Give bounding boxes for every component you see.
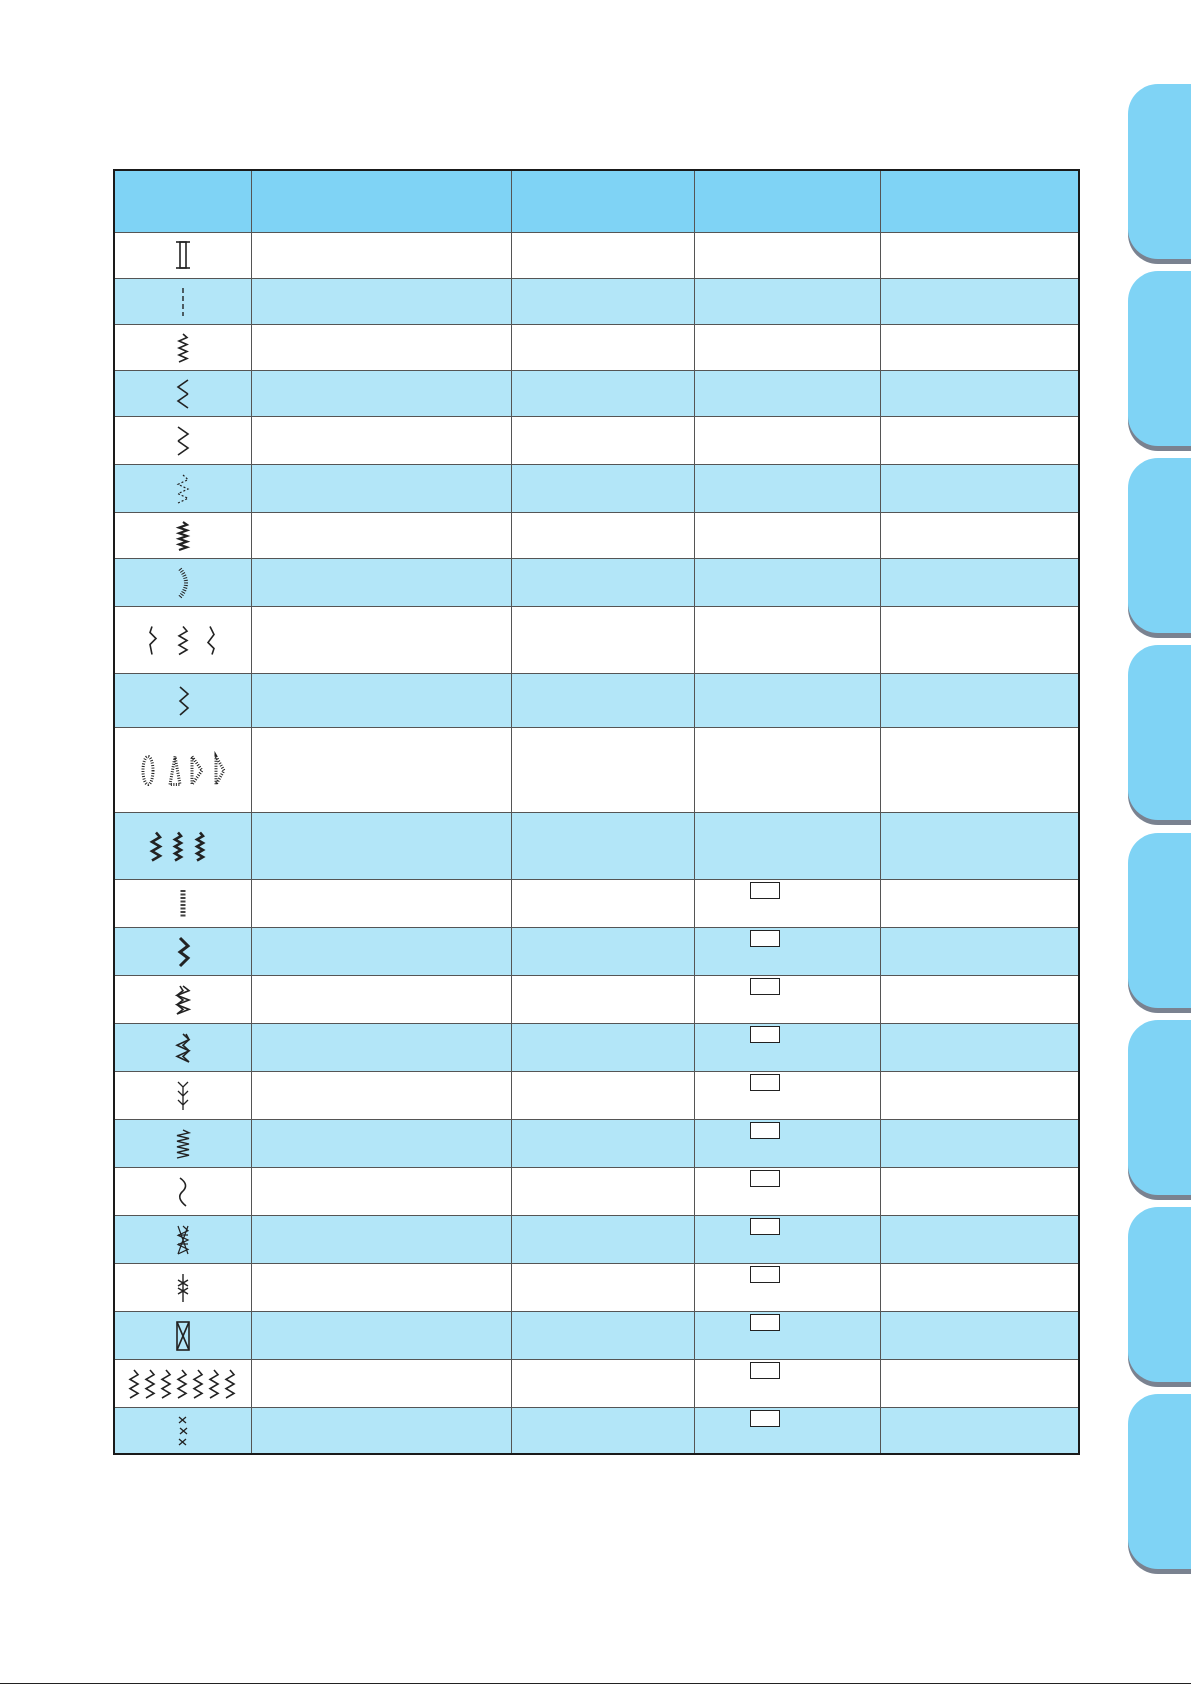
table-cell bbox=[511, 1024, 694, 1071]
empty-box bbox=[750, 1170, 780, 1187]
table-row bbox=[115, 1119, 1078, 1167]
table-cell bbox=[251, 1408, 511, 1453]
table-cell bbox=[511, 1168, 694, 1215]
table-cell bbox=[880, 880, 1078, 927]
table-cell bbox=[251, 607, 511, 673]
table-cell bbox=[251, 279, 511, 324]
chapter-tab-4[interactable] bbox=[1128, 645, 1191, 820]
ladder-stitch-icon bbox=[120, 881, 246, 927]
empty-box bbox=[750, 1410, 780, 1427]
table-cell bbox=[694, 1072, 880, 1119]
table-row bbox=[115, 232, 1078, 278]
empty-box bbox=[750, 1218, 780, 1235]
stitch-cell bbox=[115, 233, 251, 278]
table-cell bbox=[694, 1408, 880, 1453]
empty-box bbox=[750, 1314, 780, 1331]
table-cell bbox=[511, 1216, 694, 1263]
three-step-zigzag-stitch-icon bbox=[120, 466, 246, 512]
basting-stitch-icon bbox=[120, 280, 246, 324]
table-row bbox=[115, 370, 1078, 416]
table-row bbox=[115, 1359, 1078, 1407]
table-cell bbox=[880, 371, 1078, 416]
table-cell bbox=[694, 813, 880, 879]
stitch-cell bbox=[115, 559, 251, 606]
footer-rule bbox=[0, 1683, 1191, 1684]
table-cell bbox=[694, 1264, 880, 1311]
stitch-cell bbox=[115, 674, 251, 727]
stitch-cell bbox=[115, 1408, 251, 1453]
table-cell bbox=[880, 279, 1078, 324]
table-cell bbox=[511, 607, 694, 673]
stitch-cell bbox=[115, 880, 251, 927]
chapter-tab-1[interactable] bbox=[1128, 84, 1191, 259]
stitch-cell bbox=[115, 976, 251, 1023]
table-cell bbox=[251, 1168, 511, 1215]
chapter-tab-6[interactable] bbox=[1128, 1020, 1191, 1195]
table-cell bbox=[511, 1264, 694, 1311]
table-row bbox=[115, 1215, 1078, 1263]
tape-attaching-stitch-icon bbox=[120, 514, 246, 558]
triple-zigzag-stitch-icon bbox=[120, 977, 246, 1023]
table-cell bbox=[511, 465, 694, 512]
empty-box bbox=[750, 882, 780, 899]
stitch-cell bbox=[115, 1360, 251, 1407]
table-cell bbox=[694, 1120, 880, 1167]
bar-tack-stitch-icon bbox=[120, 234, 246, 278]
table-cell bbox=[880, 1120, 1078, 1167]
table-cell bbox=[880, 325, 1078, 370]
header-cell-5 bbox=[880, 171, 1078, 232]
feather-stitch-icon bbox=[120, 1073, 246, 1119]
table-row bbox=[115, 1071, 1078, 1119]
elastic-blind-hem-stitch-icon bbox=[120, 675, 246, 727]
table-cell bbox=[511, 674, 694, 727]
cross-stitch-icon bbox=[120, 1217, 246, 1263]
table-cell bbox=[694, 607, 880, 673]
table-row bbox=[115, 812, 1078, 879]
stitch-cell bbox=[115, 813, 251, 879]
table-cell bbox=[694, 880, 880, 927]
table-cell bbox=[251, 465, 511, 512]
empty-box bbox=[750, 1026, 780, 1043]
table-cell bbox=[880, 233, 1078, 278]
empty-box bbox=[750, 1362, 780, 1379]
table-cell bbox=[511, 559, 694, 606]
table-cell bbox=[880, 976, 1078, 1023]
honeycomb-stitch-icon bbox=[120, 1265, 246, 1311]
table-cell bbox=[694, 559, 880, 606]
table-cell bbox=[880, 1024, 1078, 1071]
table-row bbox=[115, 975, 1078, 1023]
table-cell bbox=[880, 674, 1078, 727]
table-cell bbox=[511, 417, 694, 464]
table-cell bbox=[251, 1264, 511, 1311]
stitch-cell bbox=[115, 1024, 251, 1071]
stitch-cell bbox=[115, 279, 251, 324]
fagoting-stitch-icon bbox=[120, 1409, 246, 1453]
overlock-stitch-set-icon bbox=[120, 1361, 246, 1407]
table-cell bbox=[251, 513, 511, 558]
table-cell bbox=[880, 513, 1078, 558]
header-cell-stitch bbox=[115, 171, 251, 232]
table-cell bbox=[251, 1360, 511, 1407]
table-cell bbox=[880, 1216, 1078, 1263]
chapter-tab-2[interactable] bbox=[1128, 271, 1191, 446]
table-row bbox=[115, 464, 1078, 512]
table-cell bbox=[694, 279, 880, 324]
chapter-tab-5[interactable] bbox=[1128, 833, 1191, 1008]
table-cell bbox=[251, 371, 511, 416]
table-cell bbox=[251, 728, 511, 812]
table-row bbox=[115, 512, 1078, 558]
table-row bbox=[115, 1263, 1078, 1311]
stitch-table bbox=[113, 169, 1080, 1455]
table-cell bbox=[251, 674, 511, 727]
table-cell bbox=[694, 417, 880, 464]
table-cell bbox=[880, 1408, 1078, 1453]
table-cell bbox=[251, 1072, 511, 1119]
blind-hem-stitch-set-icon bbox=[120, 608, 246, 673]
stitch-cell bbox=[115, 1120, 251, 1167]
appliqué-stitch-set-icon bbox=[120, 814, 246, 879]
table-cell bbox=[251, 233, 511, 278]
empty-box bbox=[750, 1074, 780, 1091]
satin-decorative-stitch-set-icon bbox=[120, 729, 246, 812]
table-cell bbox=[880, 728, 1078, 812]
header-cell-2 bbox=[251, 171, 511, 232]
table-cell bbox=[511, 1408, 694, 1453]
table-cell bbox=[251, 1120, 511, 1167]
table-row bbox=[115, 558, 1078, 606]
table-cell bbox=[511, 728, 694, 812]
table-cell bbox=[251, 559, 511, 606]
table-cell bbox=[694, 1312, 880, 1359]
chapter-tab-7[interactable] bbox=[1128, 1207, 1191, 1382]
table-row bbox=[115, 1311, 1078, 1359]
table-cell bbox=[511, 1120, 694, 1167]
table-cell bbox=[694, 728, 880, 812]
smocking-stitch-icon bbox=[120, 1121, 246, 1167]
stitch-cell bbox=[115, 371, 251, 416]
table-row bbox=[115, 727, 1078, 812]
empty-box bbox=[750, 1266, 780, 1283]
table-cell bbox=[511, 1072, 694, 1119]
empty-box bbox=[750, 978, 780, 995]
serpentine-stitch-icon bbox=[120, 1169, 246, 1215]
stitch-cell bbox=[115, 1168, 251, 1215]
table-cell bbox=[880, 607, 1078, 673]
table-cell bbox=[694, 1360, 880, 1407]
stitch-cell bbox=[115, 1072, 251, 1119]
table-cell bbox=[880, 928, 1078, 975]
table-row bbox=[115, 927, 1078, 975]
table-cell bbox=[251, 1024, 511, 1071]
table-cell bbox=[694, 325, 880, 370]
table-cell bbox=[694, 928, 880, 975]
table-cell bbox=[880, 1312, 1078, 1359]
left-overcasting-stitch-icon bbox=[120, 418, 246, 464]
table-cell bbox=[694, 1168, 880, 1215]
table-cell bbox=[251, 325, 511, 370]
stitch-cell bbox=[115, 1312, 251, 1359]
table-cell bbox=[251, 976, 511, 1023]
stitch-cell bbox=[115, 417, 251, 464]
table-cell bbox=[511, 279, 694, 324]
stitch-cell bbox=[115, 1216, 251, 1263]
table-cell bbox=[880, 465, 1078, 512]
table-cell bbox=[694, 1024, 880, 1071]
header-cell-3 bbox=[511, 171, 694, 232]
table-cell bbox=[251, 813, 511, 879]
box-stitch-icon bbox=[120, 1313, 246, 1359]
table-row bbox=[115, 1167, 1078, 1215]
table-row bbox=[115, 673, 1078, 727]
chapter-tab-8[interactable] bbox=[1128, 1394, 1191, 1569]
table-cell bbox=[511, 371, 694, 416]
table-cell bbox=[880, 1072, 1078, 1119]
table-cell bbox=[694, 513, 880, 558]
table-cell bbox=[880, 813, 1078, 879]
table-cell bbox=[511, 813, 694, 879]
table-cell bbox=[694, 976, 880, 1023]
table-row bbox=[115, 606, 1078, 673]
table-cell bbox=[511, 325, 694, 370]
stitch-cell bbox=[115, 513, 251, 558]
stitch-cell bbox=[115, 728, 251, 812]
table-row bbox=[115, 416, 1078, 464]
chapter-tab-3[interactable] bbox=[1128, 458, 1191, 633]
table-cell bbox=[251, 880, 511, 927]
table-cell bbox=[511, 233, 694, 278]
table-cell bbox=[694, 465, 880, 512]
table-cell bbox=[251, 417, 511, 464]
table-cell bbox=[694, 1216, 880, 1263]
stitch-cell bbox=[115, 1264, 251, 1311]
header-cell-4 bbox=[694, 171, 880, 232]
empty-box bbox=[750, 1122, 780, 1139]
stitch-cell bbox=[115, 325, 251, 370]
table-cell bbox=[694, 371, 880, 416]
table-cell bbox=[511, 976, 694, 1023]
triple-zigzag-reverse-stitch-icon bbox=[120, 1025, 246, 1071]
zigzag-stitch-icon bbox=[120, 326, 246, 370]
stitch-cell bbox=[115, 607, 251, 673]
table-header-row bbox=[115, 171, 1078, 232]
table-cell bbox=[511, 928, 694, 975]
table-row bbox=[115, 1023, 1078, 1071]
stitch-cell bbox=[115, 465, 251, 512]
table-cell bbox=[511, 1360, 694, 1407]
table-cell bbox=[511, 880, 694, 927]
table-cell bbox=[251, 928, 511, 975]
table-body bbox=[115, 232, 1078, 1453]
empty-box bbox=[750, 930, 780, 947]
right-overcasting-stitch-icon bbox=[120, 372, 246, 416]
scallop-stitch-icon bbox=[120, 560, 246, 606]
table-cell bbox=[251, 1216, 511, 1263]
table-cell bbox=[880, 1168, 1078, 1215]
rickrack-stitch-icon bbox=[120, 929, 246, 975]
table-row bbox=[115, 278, 1078, 324]
table-cell bbox=[694, 233, 880, 278]
table-row bbox=[115, 879, 1078, 927]
table-cell bbox=[880, 1264, 1078, 1311]
table-cell bbox=[694, 674, 880, 727]
table-row bbox=[115, 1407, 1078, 1453]
table-cell bbox=[880, 417, 1078, 464]
table-cell bbox=[511, 1312, 694, 1359]
table-cell bbox=[251, 1312, 511, 1359]
table-cell bbox=[511, 513, 694, 558]
table-row bbox=[115, 324, 1078, 370]
table-cell bbox=[880, 1360, 1078, 1407]
stitch-cell bbox=[115, 928, 251, 975]
table-cell bbox=[880, 559, 1078, 606]
